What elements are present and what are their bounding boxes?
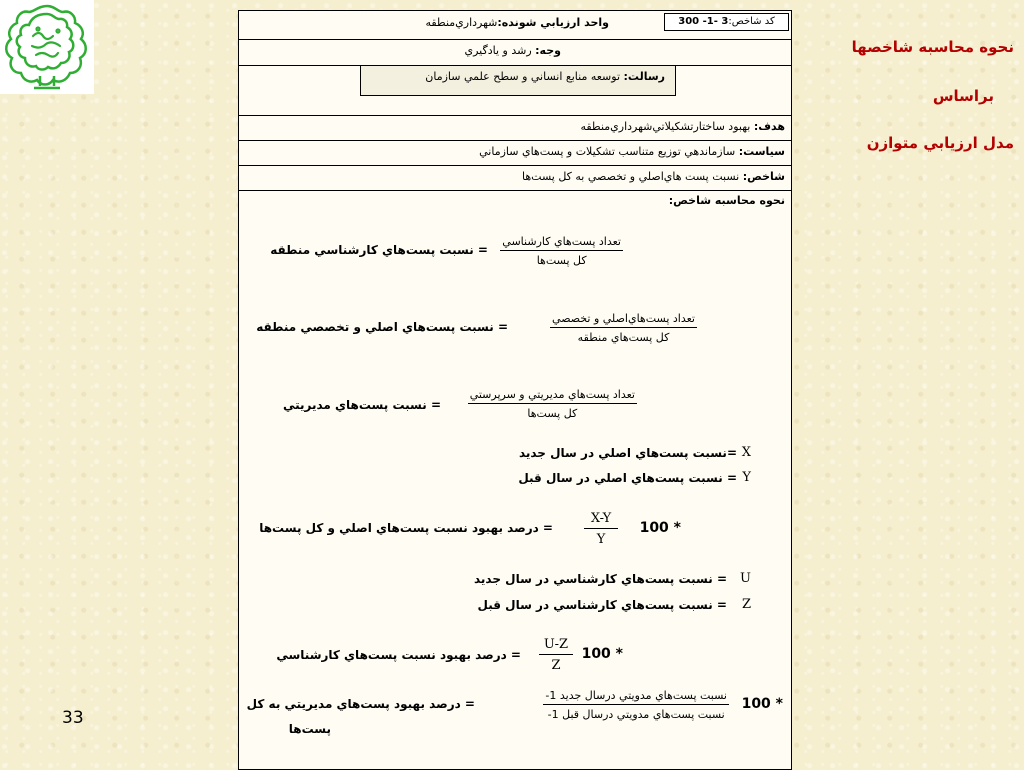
- goal-value: بهبود ساختار‌تشكيلاتي‌شهرداري‌منطقه: [580, 120, 751, 133]
- formula1-label: = نسبت پست‌هاي كارشناسي منطقه: [270, 243, 488, 257]
- x-definition: =نسبت پست‌هاي اصلي در سال جديد: [518, 446, 737, 460]
- policy-value: سازماندهي توزيع متناسب تشكيلات و پست‌هاي سازماني: [479, 145, 736, 158]
- page-number: 33: [62, 708, 84, 728]
- code-value: 3 -1- 300: [678, 16, 729, 27]
- formula4-label: = درصد بهبود نسبت پست‌هاي اصلي و كل پست‌ها: [259, 521, 553, 535]
- indicator-row: [239, 165, 791, 191]
- u-variable: U: [740, 571, 751, 586]
- mission-value: توسعه منابع انساني و سطح علمي سازمان: [425, 70, 621, 83]
- formula5-denominator: Z: [551, 658, 561, 673]
- unit-label: واحد ارزيابي شونده:: [497, 16, 609, 29]
- formula3-numerator: تعداد پست‌هاي مديريتي و سرپرستي: [468, 388, 637, 404]
- formula4-multiplier: 100 *: [639, 520, 681, 536]
- z-definition: = نسبت پست‌هاي كارشناسي در سال قبل: [477, 598, 727, 612]
- municipality-logo: [0, 0, 94, 94]
- y-variable: Y: [742, 470, 751, 485]
- formula1-numerator: تعداد پست‌هاي كارشناسي: [500, 235, 623, 251]
- formula5-multiplier: 100 *: [581, 646, 623, 662]
- code-label: كد شاخص:: [728, 16, 775, 27]
- formula1-fraction: [500, 235, 623, 267]
- formula6-multiplier: 100 *: [741, 696, 783, 712]
- formula6-label-cont: پست‌ها: [288, 722, 331, 736]
- indicator-text: [522, 170, 785, 183]
- policy-label: سياست:: [738, 145, 785, 158]
- mission-label: رسالت:: [623, 70, 665, 83]
- mission-box: [360, 65, 676, 96]
- goal-row: [239, 115, 791, 141]
- goal-label: هدف:: [753, 120, 785, 133]
- aspect-label: وجه:: [535, 44, 561, 57]
- formula6-label: = درصد بهبود پست‌هاي مديريتي به كل: [246, 697, 475, 711]
- indicator-code-box: [664, 13, 789, 31]
- indicator-label: شاخص:: [742, 170, 785, 183]
- formula1-denominator: كل پست‌ها: [536, 254, 587, 267]
- aspect-value: رشد و يادگيري: [464, 44, 532, 57]
- goal-text: [580, 120, 785, 133]
- formula5-fraction: [539, 637, 573, 673]
- policy-row: [239, 140, 791, 166]
- formula6-fraction: [543, 689, 729, 721]
- formula4-numerator: X-Y: [584, 511, 618, 529]
- unit-value: شهرداري‌منطقه: [425, 16, 498, 29]
- side-title-line2: براساس: [932, 87, 994, 105]
- tree-logo-icon: [0, 0, 94, 94]
- z-variable: Z: [741, 597, 751, 612]
- indicator-value: نسبت پست هاي‌اصلي و تخصصي به كل پست‌ها: [522, 170, 740, 183]
- formula5-label: = درصد بهبود نسبت پست‌هاي كارشناسي: [276, 648, 521, 662]
- indicator-sheet: [238, 10, 792, 770]
- u-definition: = نسبت پست‌هاي كارشناسي در سال جديد: [473, 572, 727, 586]
- formula3-fraction: [468, 388, 637, 420]
- side-title-line1: نحوه محاسبه شاخصها: [851, 38, 1014, 56]
- aspect-text: [465, 44, 562, 57]
- formula6-denominator: نسبت پست‌هاي مدويتي درسال قبل 1-: [547, 708, 725, 721]
- formula3-label: = نسبت پست‌هاي مديريتي: [282, 398, 441, 412]
- calc-heading: نحوه محاسبه شاخص:: [668, 194, 785, 207]
- formula2-fraction: [550, 312, 697, 344]
- aspect-row: [239, 39, 791, 66]
- formula3-denominator: كل پست‌ها: [527, 407, 578, 420]
- y-definition: = نسبت پست‌هاي اصلي در سال قبل: [518, 471, 737, 485]
- x-variable: X: [741, 445, 751, 460]
- unit-text: [425, 16, 609, 29]
- formula2-numerator: تعداد پست‌هاي‌اصلي و تخصصي: [550, 312, 697, 328]
- formula2-denominator: كل پست‌هاي منطقه: [577, 331, 670, 344]
- formula4-fraction: [584, 511, 618, 547]
- side-title-line3: مدل ارزيابي متوازن: [866, 134, 1014, 152]
- formula4-denominator: Y: [596, 532, 606, 547]
- policy-text: [479, 145, 785, 158]
- formula6-numerator: نسبت پست‌هاي مدويتي درسال جديد 1-: [543, 689, 729, 705]
- formula5-numerator: U-Z: [539, 637, 573, 655]
- formula2-label: = نسبت پست‌هاي اصلي و تخصصي منطقه: [256, 320, 508, 334]
